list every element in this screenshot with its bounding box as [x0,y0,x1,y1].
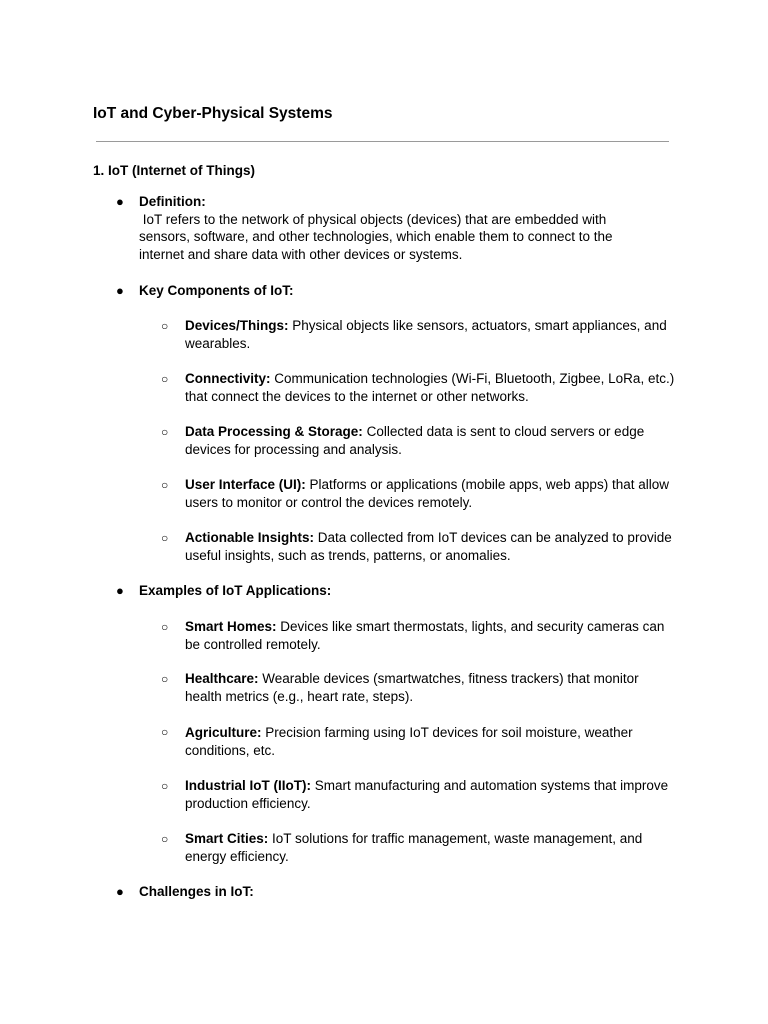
list-item [185,670,675,705]
list-item [185,476,675,511]
sub-bullet-icon: ○ [161,425,169,439]
bullet-icon: ● [116,884,124,899]
list-item-text: Collected data is sent to cloud servers or edge devices for processing and analysis. [185,424,645,457]
section-heading: 1. IoT (Internet of Things) [93,163,255,178]
sub-bullet-icon: ○ [161,832,169,846]
list-item-text: Platforms or applications (mobile apps, web apps) that allow users to monitor or control the devices remotely. [185,477,669,510]
list-item-text: IoT solutions for traffic management, waste management, and energy efficiency. [185,831,643,864]
list-item-term: Industrial IoT (IIoT): [185,778,311,793]
examples-label: Examples of IoT Applications: [139,583,332,598]
list-item [185,370,675,405]
definition-label: Definition: [139,194,206,209]
definition-item [139,193,649,263]
list-item-term: Data Processing & Storage: [185,424,363,439]
list-item-term: Smart Cities: [185,831,269,846]
list-item [185,830,675,865]
list-item-text: Precision farming using IoT devices for soil moisture, weather conditions, etc. [185,725,633,758]
list-item [185,423,675,458]
document-title: IoT and Cyber-Physical Systems [93,105,333,122]
bullet-icon: ● [116,283,124,298]
list-item-text: Data collected from IoT devices can be analyzed to provide useful insights, such as trends, patterns, or anomalies. [185,530,672,563]
list-item [185,317,675,352]
key-components-label: Key Components of IoT: [139,283,294,298]
list-item-term: Connectivity: [185,371,271,386]
list-item-term: Agriculture: [185,725,262,740]
list-item-text: Smart manufacturing and automation systems that improve production efficiency. [185,778,669,811]
bullet-icon: ● [116,194,124,209]
sub-bullet-icon: ○ [161,779,169,793]
definition-text: IoT refers to the network of physical objects (devices) that are embedded with sensors, software, and other technologies, which enable them to connect to the internet and share data with other devices or systems. [139,211,617,262]
challenges-label: Challenges in IoT: [139,884,254,899]
sub-bullet-icon: ○ [161,672,169,686]
list-item-text: Wearable devices (smartwatches, fitness trackers) that monitor health metrics (e.g., heart rate, steps). [185,671,639,704]
list-item [185,529,675,564]
list-item [185,618,675,653]
sub-bullet-icon: ○ [161,372,169,386]
list-item-text: Communication technologies (Wi-Fi, Bluetooth, Zigbee, LoRa, etc.) that connect the devices to the internet or other networks. [185,371,675,404]
sub-bullet-icon: ○ [161,620,169,634]
list-item-term: Devices/Things: [185,318,289,333]
list-item-term: Smart Homes: [185,619,277,634]
list-item [185,777,675,812]
horizontal-rule [96,141,669,142]
list-item-term: Healthcare: [185,671,259,686]
sub-bullet-icon: ○ [161,319,169,333]
bullet-icon: ● [116,583,124,598]
list-item-text: Devices like smart thermostats, lights, and security cameras can be controlled remotely. [185,619,665,652]
list-item-text: Physical objects like sensors, actuators, smart appliances, and wearables. [185,318,667,351]
sub-bullet-icon: ○ [161,725,169,739]
sub-bullet-icon: ○ [161,478,169,492]
list-item-term: Actionable Insights: [185,530,315,545]
list-item [185,724,675,759]
list-item-term: User Interface (UI): [185,477,306,492]
sub-bullet-icon: ○ [161,531,169,545]
